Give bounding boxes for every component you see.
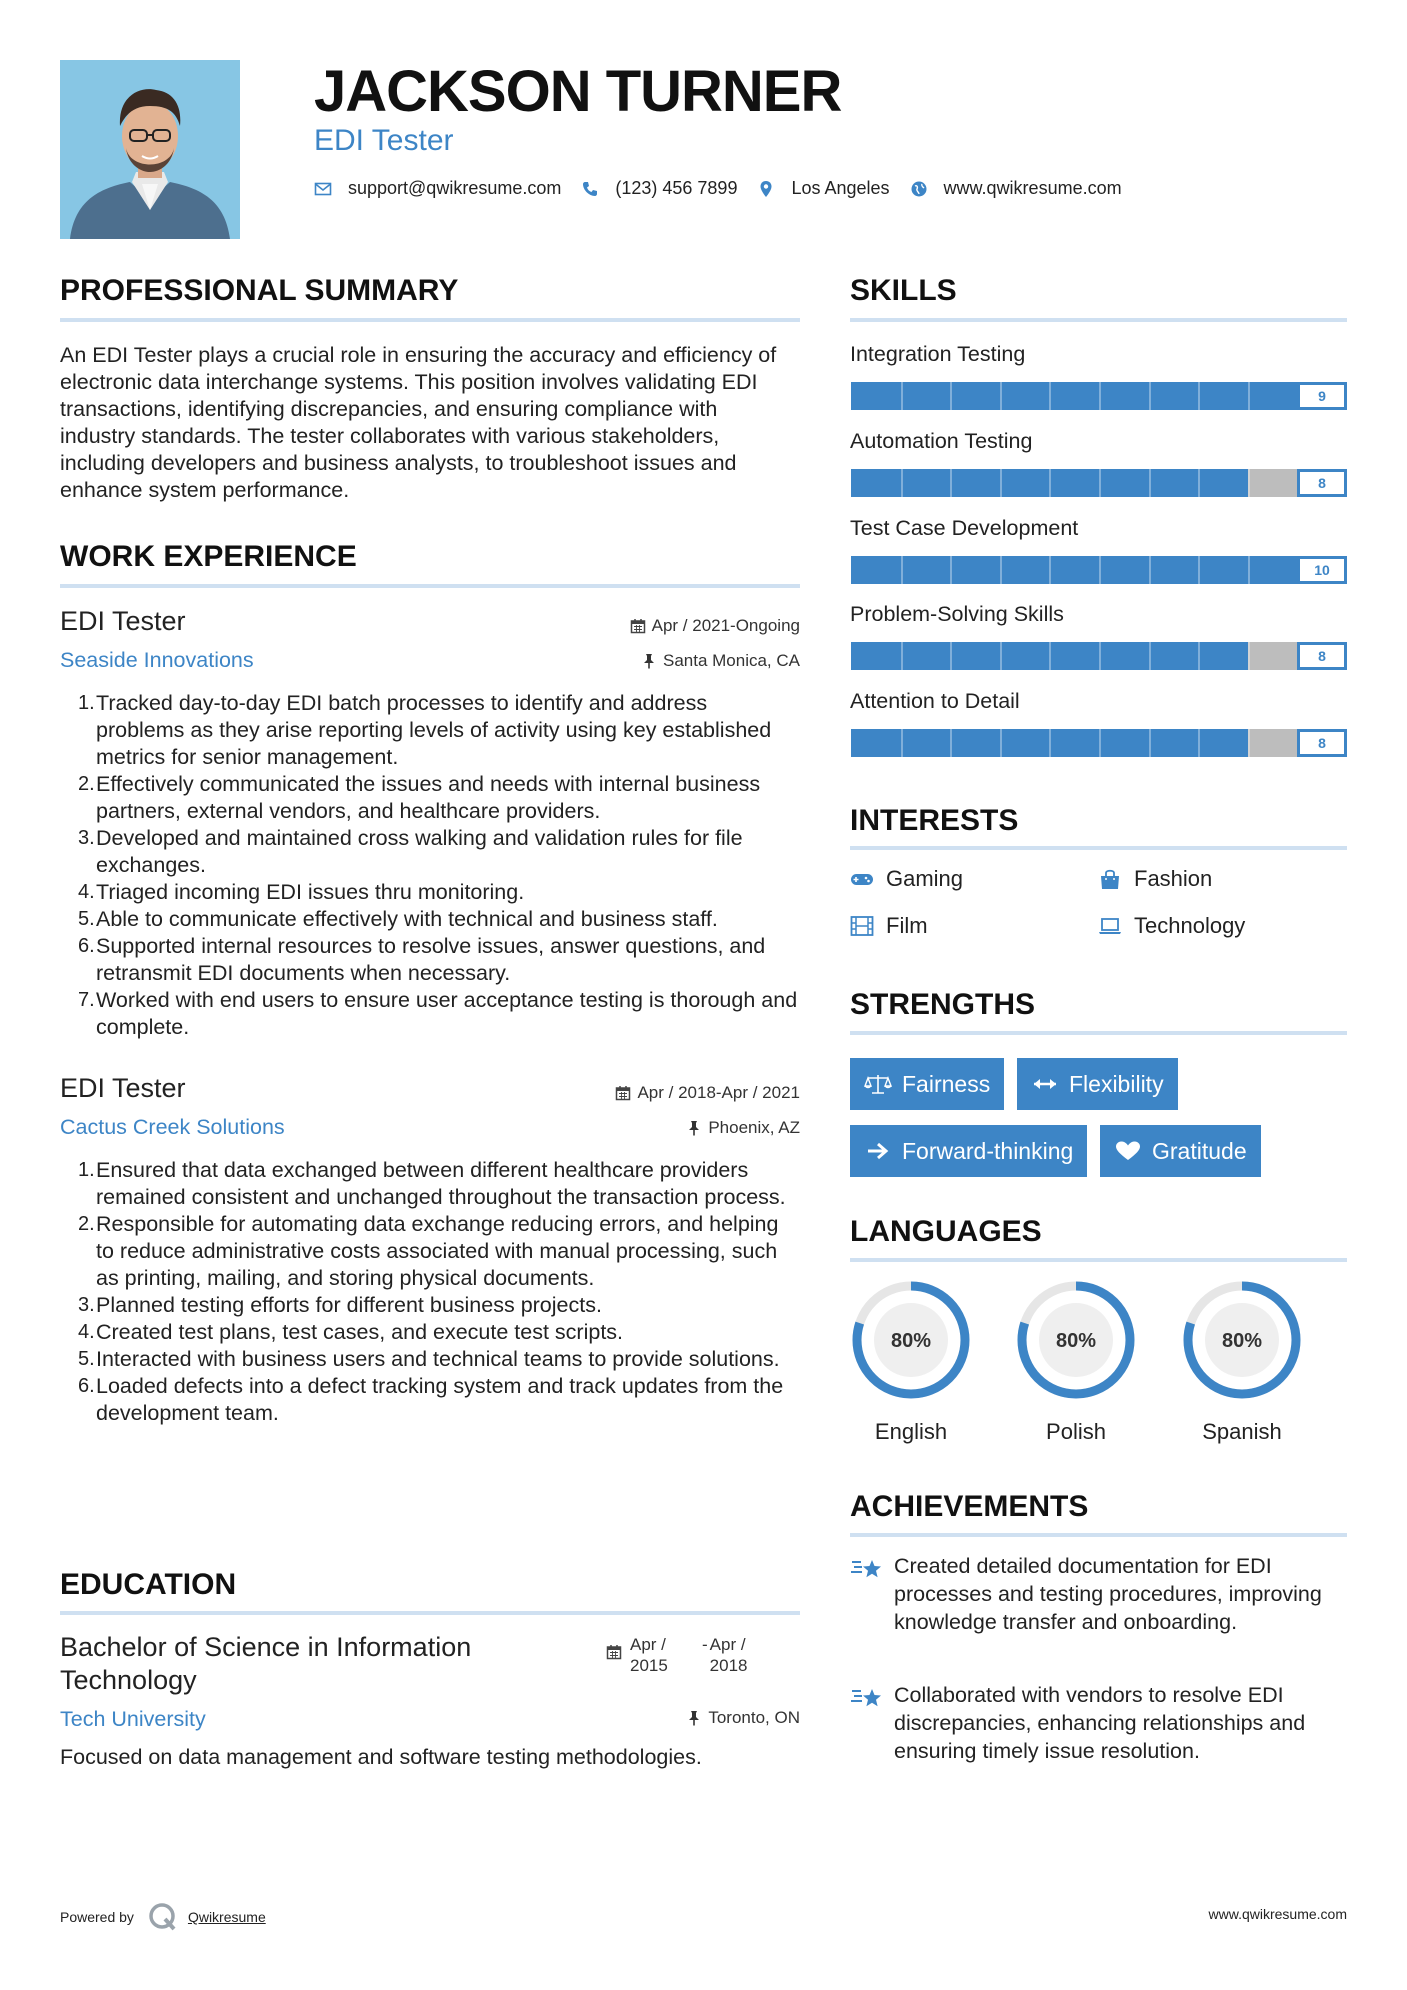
education-description: Focused on data management and software testing methodologies. [60, 1745, 702, 1769]
interest-label: Fashion [1134, 866, 1213, 891]
list-item: Ensured that data exchanged between different healthcare providers remained consistent and unchanged throughout the transaction process. [96, 1158, 786, 1209]
skill-bar-segment [901, 469, 903, 497]
film-icon [850, 915, 874, 937]
education-dates [606, 1634, 762, 1676]
shooting-star-icon [850, 1554, 884, 1584]
list-item: Effectively communicated the issues and needs with internal business partners, external vendors, and healthcare providers. [96, 772, 761, 823]
laptop-icon [1098, 915, 1122, 937]
skill-bar-segment [901, 382, 903, 410]
skill-bar-segment [950, 382, 952, 410]
skill-bar-fill [851, 382, 1297, 410]
arrows-horizontal-icon [1031, 1073, 1059, 1095]
achievement-text: Created detailed documentation for EDI processes and testing procedures, improving knowledge transfer and onboarding. [894, 1554, 1322, 1634]
skill-bar-segment [1049, 556, 1051, 584]
language-spanish [1180, 1278, 1304, 1445]
job-dates [560, 1083, 800, 1103]
list-item: Supported internal resources to resolve issues, answer questions, and retransmit EDI documents when necessary. [96, 934, 766, 985]
skill-bar-segment [1099, 382, 1101, 410]
strength-label: Flexibility [1069, 1070, 1164, 1097]
company-name: Cactus Creek Solutions [60, 1115, 285, 1139]
interests-divider [850, 846, 1347, 850]
job-location-text: Santa Monica, CA [662, 651, 800, 670]
education-location [600, 1708, 800, 1728]
job-dates-text: Apr / 2018-Apr / 2021 [637, 1083, 800, 1102]
list-item: Planned testing efforts for different business projects. [96, 1293, 602, 1317]
profile-photo [60, 60, 240, 239]
language-progress-ring [1180, 1278, 1304, 1402]
language-name: Polish [1046, 1419, 1106, 1444]
skill-bar-segment [1149, 642, 1151, 670]
list-item: Developed and maintained cross walking and validation rules for file exchanges. [96, 826, 743, 877]
skill-bar-segment [1049, 729, 1051, 757]
contact-bar [314, 178, 1142, 199]
contact-phone[interactable] [581, 178, 737, 199]
skill-bar-segment [1198, 556, 1200, 584]
strength-gratitude [1100, 1125, 1261, 1177]
education-divider [60, 1611, 800, 1615]
interest-technology [1098, 913, 1245, 939]
date-separator: - [702, 1635, 708, 1654]
skill-bar-segment [1000, 729, 1002, 757]
education-end: Apr / 2018 [709, 1635, 748, 1675]
skill-bar-segment [1248, 382, 1250, 410]
skills-heading: SKILLS [850, 274, 957, 307]
company-name: Seaside Innovations [60, 648, 254, 672]
shopping-bag-icon [1098, 868, 1122, 890]
list-item: Created test plans, test cases, and execute test scripts. [96, 1320, 624, 1344]
contact-email[interactable] [314, 178, 561, 199]
job-duties-list [78, 690, 800, 1041]
skill-name: Test Case Development [850, 516, 1079, 540]
skill-level: 8 [1297, 729, 1347, 757]
language-percent: 80% [890, 1330, 932, 1352]
list-item: Triaged incoming EDI issues thru monitoring. [96, 880, 525, 904]
skill-bar-segment [950, 729, 952, 757]
skill-bar-segment [1198, 469, 1200, 497]
skill-bar [851, 729, 1347, 757]
summary-divider [60, 318, 800, 322]
skill-bar-segment [1049, 642, 1051, 670]
skill-bar-segment [1198, 382, 1200, 410]
pushpin-icon [641, 653, 657, 669]
skill-name: Automation Testing [850, 429, 1033, 453]
language-english [849, 1278, 973, 1445]
skill-bar-segment [1049, 382, 1051, 410]
skill-bar-segment [901, 556, 903, 584]
achievement-text: Collaborated with vendors to resolve EDI discrepancies, enhancing relationships and ensuring timely issue resolution. [894, 1683, 1306, 1763]
job-location-text: Phoenix, AZ [708, 1118, 800, 1137]
list-item: Loaded defects into a defect tracking system and track updates from the development team. [96, 1374, 784, 1425]
skill-bar-segment [950, 556, 952, 584]
qwikresume-logo-icon [148, 1902, 178, 1932]
skill-level: 9 [1297, 382, 1347, 410]
skill-bar-segment [1248, 469, 1250, 497]
skill-bar-segment [1099, 556, 1101, 584]
skill-bar-segment [1149, 382, 1151, 410]
achievement-item [850, 1552, 1350, 1636]
education-start: Apr / 2015 [630, 1635, 668, 1675]
language-percent: 80% [1221, 1330, 1263, 1352]
interest-fashion [1098, 866, 1212, 892]
list-item: Tracked day-to-day EDI batch processes to identify and address problems as they arise reporting levels of activity using key established metrics for senior management. [96, 691, 772, 769]
summary-text: An EDI Tester plays a crucial role in ensuring the accuracy and efficiency of electronic data interchange systems. This position involves validating EDI transactions, identifying discrepancies, and ensuring compliance with industry standards. The tester collaborates with various stakeholders, including developers and business analysts, to troubleshoot issues and enhance system performance. [60, 343, 777, 502]
person-portrait-icon [60, 60, 240, 239]
skill-bar-segment [1198, 729, 1200, 757]
school-name: Tech University [60, 1707, 206, 1731]
map-marker-icon [757, 180, 775, 198]
experience-divider [60, 584, 800, 588]
calendar-icon [630, 618, 646, 634]
skill-bar-segment [1149, 729, 1151, 757]
interest-gaming [850, 866, 963, 892]
job-dates-text: Apr / 2021-Ongoing [651, 616, 800, 635]
education-heading: EDUCATION [60, 1568, 237, 1601]
strength-flexibility [1017, 1058, 1178, 1110]
job-duties-list [78, 1157, 800, 1427]
strengths-divider [850, 1031, 1347, 1035]
language-name: Spanish [1202, 1419, 1282, 1444]
job-title: EDI Tester [60, 606, 186, 636]
strength-label: Gratitude [1152, 1137, 1247, 1164]
strength-fairness [850, 1058, 1004, 1110]
phone-icon [581, 180, 599, 198]
skill-bar [851, 642, 1347, 670]
skill-level: 8 [1297, 469, 1347, 497]
summary-heading: PROFESSIONAL SUMMARY [60, 274, 459, 307]
skill-bar-segment [950, 642, 952, 670]
email-text: support@qwikresume.com [348, 178, 562, 198]
skill-bar-segment [1099, 642, 1101, 670]
education-location-text: Toronto, ON [708, 1708, 800, 1727]
calendar-icon [606, 1644, 622, 1660]
language-progress-ring [1014, 1278, 1138, 1402]
calendar-icon [615, 1085, 631, 1101]
skill-name: Attention to Detail [850, 689, 1020, 713]
job-title: EDI Tester [60, 1073, 186, 1103]
skill-bar-segment [1248, 556, 1250, 584]
footer-powered-by [60, 1902, 266, 1932]
experience-heading: WORK EXPERIENCE [60, 540, 357, 573]
skill-bar-segment [1149, 469, 1151, 497]
skill-bar [851, 382, 1347, 410]
globe-icon [910, 180, 928, 198]
contact-website[interactable] [910, 178, 1122, 199]
candidate-name: JACKSON TURNER [314, 59, 842, 124]
languages-divider [850, 1258, 1347, 1262]
powered-by-text: Powered by [60, 1909, 134, 1925]
achievements-divider [850, 1533, 1347, 1537]
list-item: Interacted with business users and technical teams to provide solutions. [96, 1347, 780, 1371]
skill-bar-segment [1000, 556, 1002, 584]
skill-level: 10 [1297, 556, 1347, 584]
skill-level: 8 [1297, 642, 1347, 670]
phone-text: (123) 456 7899 [615, 178, 738, 198]
interest-label: Technology [1134, 913, 1246, 938]
interest-label: Film [886, 913, 928, 938]
skill-bar [851, 556, 1347, 584]
strength-label: Forward-thinking [902, 1137, 1074, 1164]
pushpin-icon [686, 1710, 702, 1726]
language-polish [1014, 1278, 1138, 1445]
achievement-item [850, 1681, 1350, 1765]
achievements-heading: ACHIEVEMENTS [850, 1490, 1089, 1523]
strength-forward-thinking [850, 1125, 1087, 1177]
website-text: www.qwikresume.com [943, 178, 1122, 198]
skills-divider [850, 318, 1347, 322]
job-dates [600, 616, 800, 636]
job-location [600, 1118, 800, 1138]
interest-label: Gaming [886, 866, 964, 891]
interests-heading: INTERESTS [850, 804, 1019, 837]
pushpin-icon [686, 1120, 702, 1136]
skill-bar-segment [1198, 642, 1200, 670]
strengths-heading: STRENGTHS [850, 988, 1036, 1021]
skill-bar-segment [1049, 469, 1051, 497]
envelope-icon [314, 180, 332, 198]
degree-title: Bachelor of Science in Information Technology [60, 1632, 472, 1695]
footer-website[interactable]: www.qwikresume.com [1208, 1906, 1347, 1922]
candidate-role: EDI Tester [314, 124, 454, 157]
gamepad-icon [850, 868, 874, 890]
skill-bar-segment [1000, 469, 1002, 497]
languages-heading: LANGUAGES [850, 1215, 1042, 1248]
skill-bar-segment [950, 469, 952, 497]
job-location [600, 651, 800, 671]
list-item: Worked with end users to ensure user acceptance testing is thorough and complete. [96, 988, 798, 1039]
language-progress-ring [849, 1278, 973, 1402]
skill-bar-segment [1248, 642, 1250, 670]
skill-bar-segment [901, 642, 903, 670]
skill-bar-segment [1099, 469, 1101, 497]
skill-bar-segment [1248, 729, 1250, 757]
strength-label: Fairness [902, 1070, 991, 1097]
list-item: Able to communicate effectively with technical and business staff. [96, 907, 718, 931]
list-item: Responsible for automating data exchange reducing errors, and helping to reduce administrative costs associated with manual processing, such as printing, mailing, and storing physical documents. [96, 1212, 779, 1290]
skill-bar-segment [1149, 556, 1151, 584]
brand-link[interactable]: Qwikresume [187, 1909, 266, 1925]
heart-icon [1114, 1140, 1142, 1162]
location-text: Los Angeles [791, 178, 890, 198]
contact-location [757, 178, 889, 199]
skill-bar-segment [1099, 729, 1101, 757]
balance-scale-icon [864, 1073, 892, 1095]
interest-film [850, 913, 928, 939]
skill-name: Problem-Solving Skills [850, 602, 1064, 626]
skill-bar-segment [1000, 382, 1002, 410]
skill-bar-segment [901, 729, 903, 757]
shooting-star-icon [850, 1683, 884, 1713]
skill-bar-segment [1000, 642, 1002, 670]
skill-name: Integration Testing [850, 342, 1026, 366]
language-percent: 80% [1055, 1330, 1097, 1352]
skill-bar [851, 469, 1347, 497]
language-name: English [874, 1419, 948, 1444]
arrow-right-icon [864, 1140, 892, 1162]
